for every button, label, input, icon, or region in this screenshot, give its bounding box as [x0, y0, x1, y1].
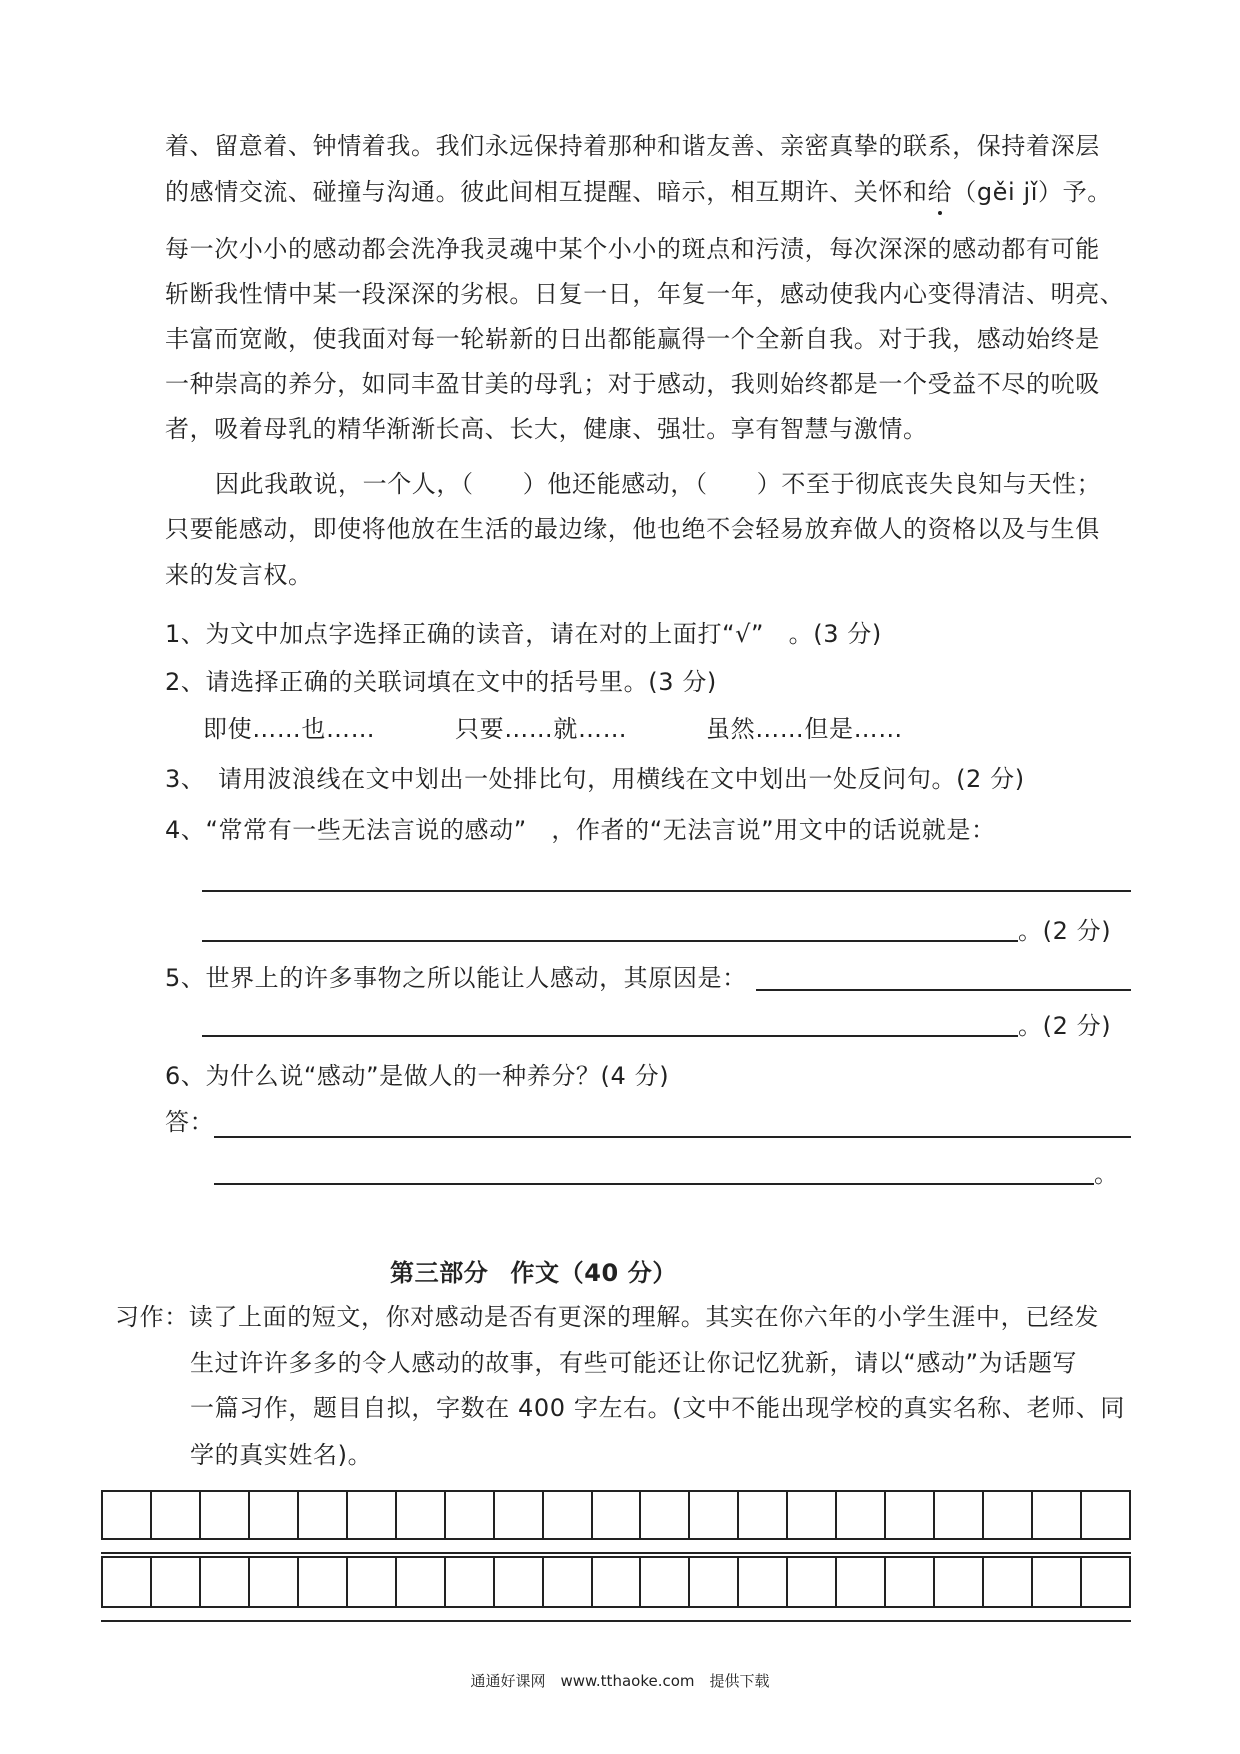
writing-grid-cell[interactable] [935, 1492, 984, 1538]
writing-grid-cell[interactable] [886, 1492, 935, 1538]
passage-line-6: 一种崇高的养分，如同丰盈甘美的母乳；对于感动，我则始终都是一个受益不尽的吮吸 [165, 370, 1100, 398]
writing-grid-cell[interactable] [1082, 1558, 1129, 1606]
writing-grid-cell[interactable] [397, 1558, 446, 1606]
writing-grid-cell[interactable] [544, 1492, 593, 1538]
q6-answer-line-1[interactable] [214, 1136, 1131, 1138]
q6-end-mark: 。 [1094, 1160, 1119, 1188]
question-6: 6、为什么说“感动”是做人的一种养分？(4 分) [165, 1062, 670, 1090]
q2-option-3: 虽然……但是…… [706, 715, 903, 743]
section-3-part-label: 第三部分 [390, 1259, 489, 1287]
writing-grid-row-2[interactable] [101, 1556, 1131, 1608]
question-1: 1、为文中加点字选择正确的读音，请在对的上面打“√” 。(3 分) [165, 620, 882, 648]
writing-grid-cell[interactable] [397, 1492, 446, 1538]
question-3: 3、 请用波浪线在文中划出一处排比句，用横线在文中划出一处反问句。(2 分) [165, 765, 1025, 793]
writing-grid-cell[interactable] [984, 1492, 1033, 1538]
writing-grid-cell[interactable] [152, 1492, 201, 1538]
writing-grid-cell[interactable] [1033, 1558, 1082, 1606]
writing-grid-cell[interactable] [250, 1558, 299, 1606]
writing-grid-cell[interactable] [935, 1558, 984, 1606]
dotted-character: 给 [927, 178, 953, 206]
page-footer: 通通好课网 www.tthaoke.com 提供下载 [470, 1672, 770, 1690]
pinyin-options: （gěi jǐ）予。 [952, 178, 1112, 206]
q2-option-2: 只要……就…… [455, 715, 628, 743]
q5-answer-line-2[interactable] [202, 1035, 1018, 1037]
question-2: 2、请选择正确的关联词填在文中的括号里。(3 分) [165, 668, 717, 696]
question-5: 5、世界上的许多事物之所以能让人感动，其原因是： [165, 964, 747, 992]
passage-line-9: 只要能感动，即使将他放在生活的最边缘，他也绝不会轻易放弃做人的资格以及与生俱 [165, 515, 1100, 543]
composition-prompt-line-2: 生过许许多多的令人感动的故事，有些可能还让你记忆犹新，请以“感动”为话题写 [190, 1349, 1078, 1377]
passage-line-1: 着、留意着、钟情着我。我们永远保持着那种和谐友善、亲密真挚的联系，保持着深层 [165, 132, 1100, 160]
writing-grid-cell[interactable] [641, 1492, 690, 1538]
writing-grid-row-1[interactable] [101, 1490, 1131, 1540]
writing-grid-cell[interactable] [739, 1558, 788, 1606]
writing-grid-cell[interactable] [690, 1558, 739, 1606]
passage-line-3: 每一次小小的感动都会洗净我灵魂中某个小小的斑点和污渍，每次深深的感动都有可能 [165, 235, 1100, 263]
composition-prompt-line-3: 一篇习作，题目自拟，字数在 400 字左右。(文中不能出现学校的真实名称、老师、同 [190, 1394, 1126, 1422]
writing-grid-cell[interactable] [201, 1492, 250, 1538]
writing-grid-cell[interactable] [299, 1492, 348, 1538]
writing-grid-cell[interactable] [984, 1558, 1033, 1606]
q5-answer-line-1[interactable] [756, 989, 1131, 991]
writing-grid-cell[interactable] [593, 1558, 642, 1606]
writing-grid-cell[interactable] [788, 1492, 837, 1538]
writing-grid-cell[interactable] [788, 1558, 837, 1606]
q4-answer-line-2[interactable] [202, 940, 1018, 942]
writing-grid-cell[interactable] [1033, 1492, 1082, 1538]
writing-grid-cell[interactable] [495, 1492, 544, 1538]
writing-grid-cell[interactable] [495, 1558, 544, 1606]
q4-answer-line-1[interactable] [202, 890, 1131, 892]
writing-grid-cell[interactable] [103, 1492, 152, 1538]
composition-prompt-line-4: 学的真实姓名)。 [190, 1441, 373, 1469]
writing-grid-cell[interactable] [201, 1558, 250, 1606]
passage-line-4: 斩断我性情中某一段深深的劣根。日复一日，年复一年，感动使我内心变得清洁、明亮、 [165, 280, 1125, 308]
writing-grid-cell[interactable] [152, 1558, 201, 1606]
passage-line-7: 者，吸着母乳的精华渐渐长高、长大，健康、强壮。享有智慧与激情。 [165, 415, 928, 443]
writing-grid-cell[interactable] [103, 1558, 152, 1606]
writing-grid-cell[interactable] [641, 1558, 690, 1606]
writing-grid-cell[interactable] [446, 1558, 495, 1606]
writing-grid-bottom-line [101, 1620, 1131, 1622]
writing-grid-cell[interactable] [837, 1492, 886, 1538]
composition-prompt-line-1: 习作：读了上面的短文，你对感动是否有更深的理解。其实在你六年的小学生涯中，已经发 [115, 1303, 1099, 1331]
writing-grid-cell[interactable] [348, 1492, 397, 1538]
q4-score: 。(2 分) [1018, 917, 1112, 945]
question-4: 4、“常常有一些无法言说的感动” ，作者的“无法言说”用文中的话说就是： [165, 816, 996, 844]
writing-grid-spacer-line [101, 1552, 1131, 1554]
section-3-title [390, 1258, 677, 1288]
writing-grid-cell[interactable] [1082, 1492, 1129, 1538]
writing-grid-cell[interactable] [544, 1558, 593, 1606]
section-3-name: 作文（40 分） [510, 1259, 677, 1287]
passage-line-2-text: 的感情交流、碰撞与沟通。彼此间相互提醒、暗示，相互期许、关怀和 [165, 178, 928, 206]
writing-grid-cell[interactable] [446, 1492, 495, 1538]
writing-grid-cell[interactable] [250, 1492, 299, 1538]
writing-grid-cell[interactable] [886, 1558, 935, 1606]
passage-line-2 [165, 177, 1112, 207]
passage-line-10: 来的发言权。 [165, 561, 313, 589]
writing-grid-cell[interactable] [299, 1558, 348, 1606]
writing-grid-cell[interactable] [348, 1558, 397, 1606]
q6-answer-line-2[interactable] [214, 1183, 1094, 1185]
writing-grid-cell[interactable] [739, 1492, 788, 1538]
writing-grid-cell[interactable] [593, 1492, 642, 1538]
q5-score: 。(2 分) [1018, 1012, 1112, 1040]
writing-grid-cell[interactable] [837, 1558, 886, 1606]
q2-option-1: 即使……也…… [203, 715, 376, 743]
q6-answer-label: 答： [165, 1108, 215, 1136]
writing-grid-cell[interactable] [690, 1492, 739, 1538]
passage-line-8: 因此我敢说，一个人，（ ）他还能感动，（ ）不至于彻底丧失良知与天性； [215, 470, 1102, 498]
passage-line-5: 丰富而宽敞，使我面对每一轮崭新的日出都能赢得一个全新自我。对于我，感动始终是 [165, 325, 1100, 353]
